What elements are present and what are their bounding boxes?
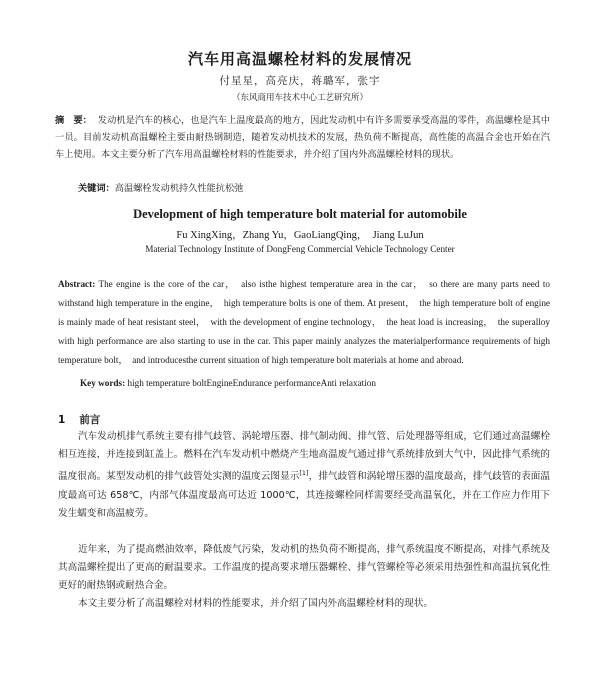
- chinese-keywords: [78, 180, 548, 194]
- english-affiliation: Material Technology Institute of DongFeng Commercial Vehicle Technology Center: [145, 244, 455, 254]
- chinese-abstract-text: 发动机是汽车的核心，也是汽车上温度最高的地方，因此发动机中有许多需要承受高温的零件，高温螺栓是其中一员。目前发动机高温螺栓主要由耐热钢制造，随着发动机技术的发展，热负荷不断提高，高性能的高温合金也开始在汽车上使用。本文主要分析了汽车用高温螺栓材料的性能要求，并介绍了国内外高温螺栓材料的现状。: [55, 115, 551, 160]
- english-keywords: [80, 378, 550, 388]
- chinese-authors: 付星星，高亮庆，蒋璐军，张宇: [219, 75, 381, 87]
- chinese-affiliation: （东风商用车技术中心工艺研究所）: [231, 93, 368, 103]
- paragraph-1-text-a: 汽车发动机排气系统主要有排气歧管、涡轮增压器、排气制动阀、排气管、后处理器等组成，它们通过高温螺栓相互连接，并连接到缸盖上。燃料在汽车发动机中燃烧产生地高温废气通过排气系统排放到大气中，因此排气系统的温度很高。某型发动机的排气歧管处实测的温度云图显示: [58, 431, 550, 483]
- chinese-title: 汽车用高温螺栓材料的发展情况: [187, 50, 412, 68]
- body-paragraph-2: 近年来，为了提高燃油效率，降低废气污染，发动机的热负荷不断提高，排气系统温度不断提高，对排气系统及其高温螺栓提出了更高的耐温要求。工作温度的提高要求增压器螺栓、排气管螺栓等必须采用热强性和高温抗氧化性更好的耐热钢或耐热合金。: [58, 544, 550, 592]
- english-abstract: [58, 275, 550, 370]
- chinese-keywords-label: 关键词：: [78, 183, 115, 194]
- english-abstract-label: Abstract:: [58, 279, 96, 289]
- body-paragraph-1: [58, 428, 550, 523]
- section-title: 前言: [79, 414, 101, 426]
- english-keywords-text: high temperature boltEngineEndurance performanceAnti relaxation: [125, 378, 376, 388]
- body-paragraph-3: 本文主要分析了高温螺栓对材料的性能要求，并介绍了国内外高温螺栓材料的现状。: [78, 598, 433, 609]
- paragraph-1-text-b: ，排气歧管和涡轮增压器的温度最高，排气歧管的表面温度最高可达 658℃，内部气体温度最高可达近 1000℃，其连接螺栓同样需要经受高温氧化，并在工作应力作用下发生蠕变和高温疲劳。: [58, 471, 550, 519]
- chinese-keywords-text: 高温螺栓发动机持久性能抗松弛: [114, 183, 244, 194]
- english-authors: Fu XingXing，Zhang Yu，GaoLiangQing， Jiang LuJun: [176, 230, 424, 241]
- section-number: 1: [58, 414, 66, 426]
- english-keywords-label: Key words:: [80, 378, 126, 388]
- english-abstract-text: The engine is the core of the car， also isthe highest temperature area in the car， so there are many parts need to withstand high temperature in the engine， high temperature bolts is one of them. At present， the high temperature bolt of engine is mainly made of heat resistant steel， with the development of engine technology， the heat load is increasing， the superalloy with high performance are also starting to use in the car. This paper mainly analyzes the materialperformance requirements of high temperature bolt， and introducesthe current situation of high temperature bolt materials at home and abroad.: [58, 279, 550, 365]
- chinese-abstract: [55, 112, 550, 163]
- section-heading: [58, 412, 100, 427]
- chinese-abstract-label: 摘 要：: [55, 115, 92, 126]
- english-title: Development of high temperature bolt material for automobile: [133, 207, 467, 221]
- citation-ref: [1]: [299, 469, 309, 478]
